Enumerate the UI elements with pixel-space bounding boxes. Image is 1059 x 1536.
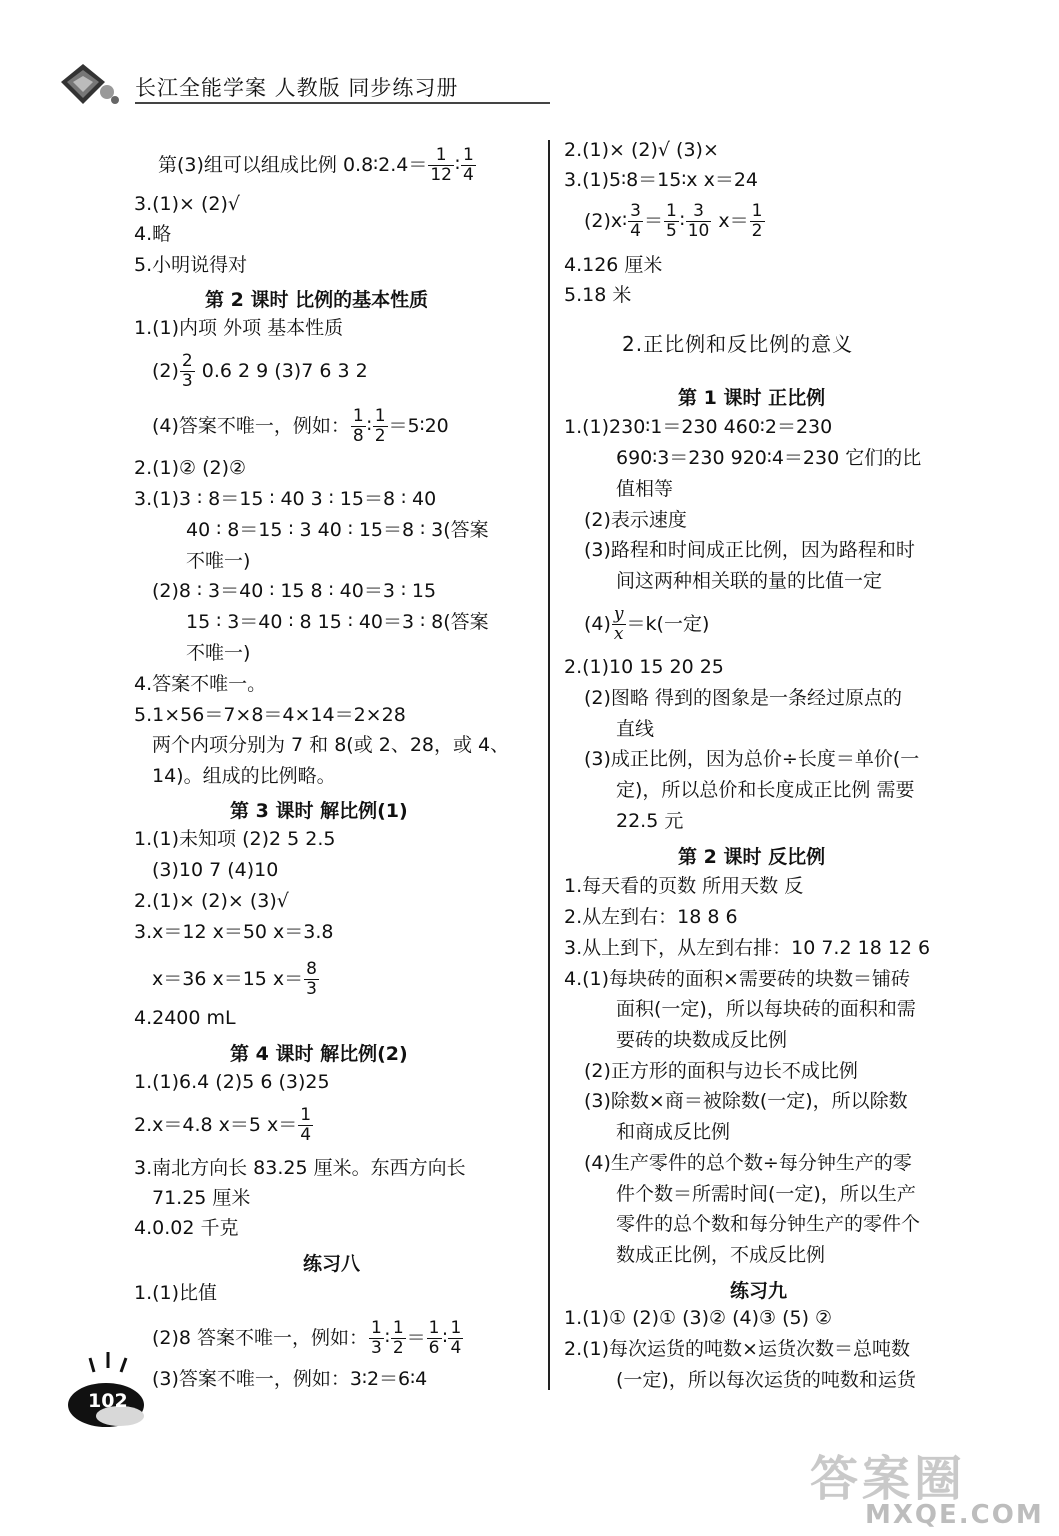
answer-line: 5.1×56＝7×8＝4×14＝2×28 — [134, 704, 406, 726]
column-divider — [548, 140, 550, 1390]
answer-line: 14)。组成的比例略。 — [152, 765, 336, 787]
answer-line: 定)，所以总价和长度成正比例 需要 — [616, 779, 915, 801]
answer-line: 1.(1)未知项 (2)2 5 2.5 — [134, 828, 336, 850]
answer-line: 件个数＝所需时间(一定)，所以生产 — [616, 1183, 916, 1205]
lesson-heading: 第 2 课时 比例的基本性质 — [205, 289, 429, 311]
lesson-heading: 第 4 课时 解比例(2) — [230, 1043, 408, 1065]
answer-line: 值相等 — [616, 478, 674, 500]
diamond-logo-icon — [55, 62, 125, 108]
exercise-heading: 练习九 — [730, 1280, 788, 1302]
answer-line: x＝36 x＝15 x＝ $\frac{8}{3}$ — [152, 959, 317, 999]
answer-line: 4.126 厘米 — [564, 254, 663, 276]
answer-line: 4.答案不唯一。 — [134, 673, 267, 695]
answer-line: (4) $\frac{y}{x}$ ＝k(一定) — [584, 604, 710, 644]
answer-line: 间这两种相关联的量的比值一定 — [616, 570, 883, 592]
answer-line: 2.(1)② (2)② — [134, 457, 247, 479]
answer-line: 1.(1)内项 外项 基本性质 — [134, 317, 344, 339]
answer-line: 1.(1)比值 — [134, 1282, 218, 1304]
answer-line: 零件的总个数和每分钟生产的零件个 — [616, 1213, 921, 1235]
header-rule — [135, 102, 550, 104]
answer-line: 4.0.02 千克 — [134, 1217, 239, 1239]
answer-line: 40 ∶ 8＝15 ∶ 3 40 ∶ 15＝8 ∶ 3(答案 — [186, 519, 489, 541]
answer-line: 15 ∶ 3＝40 ∶ 8 15 ∶ 40＝3 ∶ 8(答案 — [186, 611, 489, 633]
watermark-url: MXQE.COM — [865, 1500, 1044, 1530]
answer-line: 3.(1)× (2)√ — [134, 193, 241, 215]
answer-line: 4.略 — [134, 223, 172, 245]
answer-line: 第(3)组可以组成比例 0.8∶2.4＝ $\frac{1}{12}$ ∶ $\frac{1}{4}$ — [158, 145, 474, 185]
header-title: 长江全能学案 人教版 同步练习册 — [135, 76, 459, 100]
answer-line: (3)答案不唯一，例如：3∶2＝6∶4 — [152, 1368, 428, 1390]
answer-line: 3.从上到下，从左到右排：10 7.2 18 12 6 — [564, 937, 931, 959]
page-number-badge — [60, 1350, 150, 1430]
lesson-heading: 第 3 课时 解比例(1) — [230, 800, 408, 822]
lesson-heading: 第 1 课时 正比例 — [678, 387, 826, 409]
answer-line: (2)8 答案不唯一，例如： $\frac{1}{3}$ ∶ $\frac{1}{2}$ ＝ $\frac{1}{6}$ ∶ $\frac{1}{4}$ — [152, 1318, 462, 1358]
answer-line: 1.(1)230∶1＝230 460∶2＝230 — [564, 416, 833, 438]
answer-line: 数成正比例，不成反比例 — [616, 1244, 826, 1266]
answer-line: (2)x∶ $\frac{3}{4}$ ＝ $\frac{1}{5}$ ∶ $\frac{3}{10}$ x＝ $\frac{1}{2}$ — [584, 201, 763, 241]
answer-line: 71.25 厘米 — [152, 1187, 251, 1209]
answer-line: 5.小明说得对 — [134, 254, 248, 276]
answer-line: 2.从左到右：18 8 6 — [564, 906, 738, 928]
answer-line: 3.南北方向长 83.25 厘米。东西方向长 — [134, 1157, 466, 1179]
page-number: 102 — [88, 1390, 128, 1412]
answer-line: (2) $\frac{2}{3}$ 0.6 2 9 (3)7 6 3 2 — [152, 351, 368, 391]
answer-line: (2)8 ∶ 3＝40 ∶ 15 8 ∶ 40＝3 ∶ 15 — [152, 580, 437, 602]
answer-line: 5.18 米 — [564, 284, 632, 306]
answer-line: 3.(1)5∶8＝15∶x x＝24 — [564, 169, 758, 191]
watermark-title: 答案圈 — [810, 1451, 967, 1507]
answer-line: 2.(1)× (2)× (3)√ — [134, 890, 289, 912]
answer-line: (3)除数×商＝被除数(一定)，所以除数 — [584, 1090, 908, 1112]
answer-line: 2.(1)× (2)√ (3)× — [564, 139, 719, 161]
answer-line: 2.x＝4.8 x＝5 x＝ $\frac{1}{4}$ — [134, 1105, 312, 1145]
answer-line: 690∶3＝230 920∶4＝230 它们的比 — [616, 447, 922, 469]
answer-line: 2.(1)每次运货的吨数×运货次数＝总吨数 — [564, 1338, 910, 1360]
answer-line: 面积(一定)，所以每块砖的面积和需 — [616, 998, 916, 1020]
answer-line: 直线 — [616, 718, 655, 740]
exercise-heading: 练习八 — [303, 1253, 361, 1275]
answer-line: (4)生产零件的总个数÷每分钟生产的零 — [584, 1152, 912, 1174]
watermark — [810, 1440, 1050, 1535]
answer-line: (2)图略 得到的图象是一条经过原点的 — [584, 687, 902, 709]
answer-line: 不唯一) — [186, 642, 251, 664]
answer-line: 1.(1)6.4 (2)5 6 (3)25 — [134, 1071, 330, 1093]
answer-line: (3)成正比例，因为总价÷长度＝单价(一 — [584, 748, 920, 770]
answer-line: (3)路程和时间成正比例，因为路程和时 — [584, 539, 915, 561]
lesson-heading: 第 2 课时 反比例 — [678, 846, 826, 868]
section-heading: 2.正比例和反比例的意义 — [622, 332, 854, 356]
page-header — [55, 62, 495, 112]
answer-line: 和商成反比例 — [616, 1121, 731, 1143]
answer-line: (4)答案不唯一，例如： $\frac{1}{8}$ ∶ $\frac{1}{2}$ ＝5∶20 — [152, 406, 449, 446]
answer-line: 22.5 元 — [616, 810, 684, 832]
answer-line: (2)表示速度 — [584, 509, 687, 531]
answer-line: 4.2400 mL — [134, 1007, 236, 1029]
answer-line: (2)正方形的面积与边长不成比例 — [584, 1060, 858, 1082]
answer-line: (3)10 7 (4)10 — [152, 859, 279, 881]
answer-line: 3.(1)3 ∶ 8＝15 ∶ 40 3 ∶ 15＝8 ∶ 40 — [134, 488, 437, 510]
answer-line: 要砖的块数成反比例 — [616, 1029, 788, 1051]
answer-line: 两个内项分别为 7 和 8(或 2、28，或 4、 — [152, 734, 510, 756]
answer-line: (一定)，所以每次运货的吨数和运货 — [616, 1369, 916, 1391]
answer-line: 3.x＝12 x＝50 x＝3.8 — [134, 921, 334, 943]
answer-line: 4.(1)每块砖的面积×需要砖的块数＝铺砖 — [564, 968, 910, 990]
answer-line: 不唯一) — [186, 550, 251, 572]
answer-line: 2.(1)10 15 20 25 — [564, 656, 724, 678]
answer-line: 1.(1)① (2)① (3)② (4)③ (5) ② — [564, 1307, 833, 1329]
answer-line: 1.每天看的页数 所用天数 反 — [564, 875, 804, 897]
